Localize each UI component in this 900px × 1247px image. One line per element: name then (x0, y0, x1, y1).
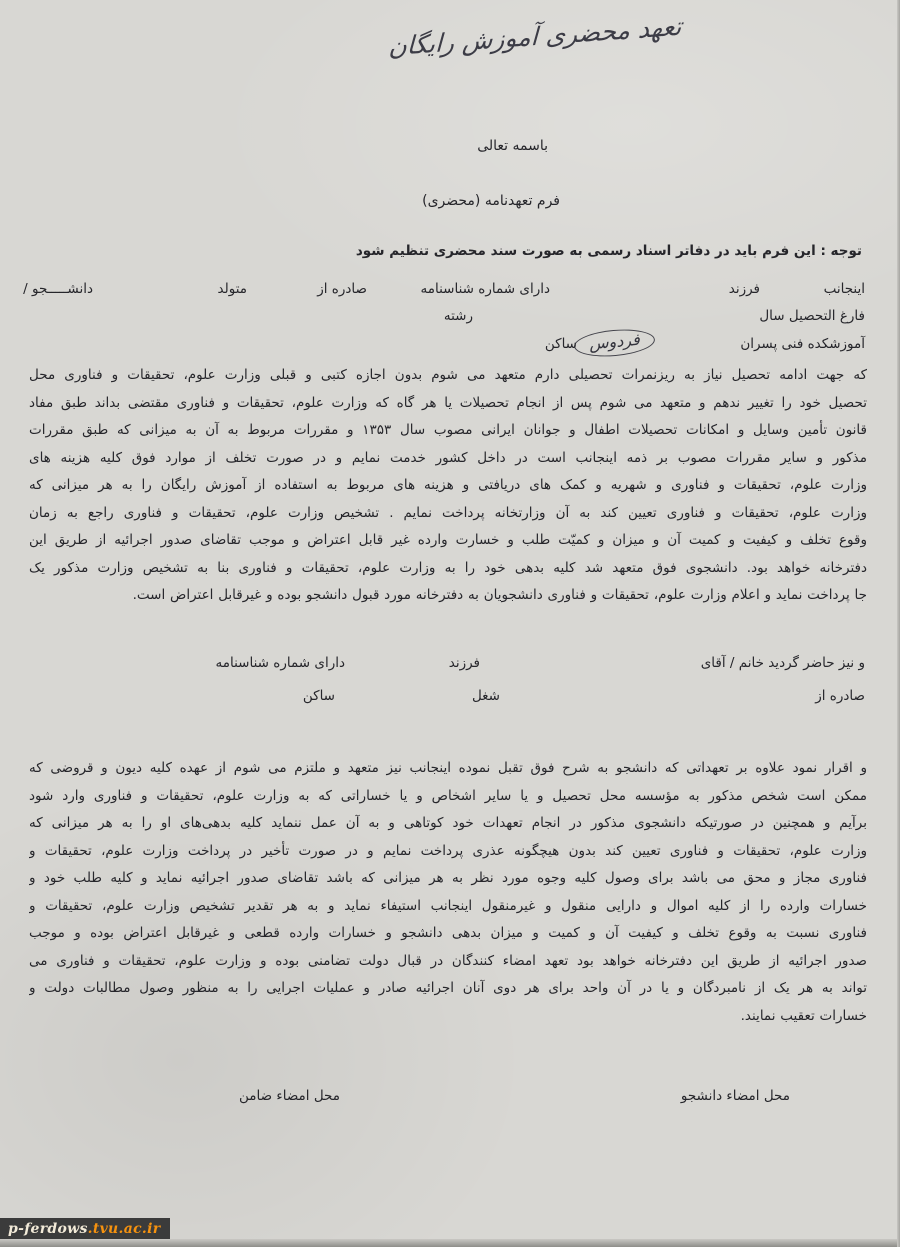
field-label-guarantor-issued-from: صادره از (815, 688, 865, 704)
obligation-line: وزارت علوم، تحقیقات و فناوری تعیین کند به آن وزارتخانه پرداخت نمایم . تشخیص وزارت علوم، تحقیقات و فناوری راجع به زمان (29, 504, 867, 521)
signature-guarantor-label: محل امضاء ضامن (239, 1088, 340, 1104)
obligation-line: فناوری نسبت به وقوع تخلف و کیفیت آن و کمیت و میزان بدهی دانشجو و خسارات وارده قطعی و غیرقابل اعتراض بوده و موجب (29, 925, 867, 941)
obligation-line: دفترخانه خواهد بود. دانشجوی فوق متعهد شد کلیه بدهی خود را به وزارت علوم، تحقیقات و فناوری بنا به تشخیص وزارت مذکور یک (29, 559, 867, 576)
obligation-line: صدور اجرائیه از طریق این دفترخانه خواهد بود تعهد امضاء کنندگان در قبال دولت تضامنی بوده و وزارت علوم، تحقیقات و فناوری می (29, 952, 867, 969)
field-label-issued-from: صادره از (317, 281, 367, 297)
obligation-line: وزارت علوم، تحقیقات و فناوری تعیین کند بدون هیچگونه عذری پرداخت نمایم و در صورت تأخیر در پرداخت وزارت علوم، تحقیقات و (29, 842, 867, 859)
signature-student-label: محل امضاء دانشجو (680, 1088, 790, 1104)
obligation-line: و اقرار نمود علاوه بر تعهداتی که دانشجو به شرح فوق تقبل نموده اینجانب نیز متعهد و ملتزم می شوم از عهده کلیه دیون و قروضی که (29, 760, 867, 776)
obligation-line: وزارت علوم، تحقیقات و فناوری و شهریه و کمک های دریافتی و هزینه های مربوط به استفاده از آموزش رایگان را به هر میزانی که (29, 477, 867, 493)
field-label-guarantor-child-of: فرزند (448, 655, 480, 671)
field-label-child-of: فرزند (728, 281, 760, 297)
obligation-line: خسارات تعقیب نمایند. (740, 1007, 867, 1024)
bismillah-text: باسمه تعالی (477, 138, 548, 154)
obligation-line: که جهت ادامه تحصیل نیاز به ریزنمرات تحصیلی دارم متعهد می شوم بدون اجازه کتبی و قبلی وزارت علوم، تحقیقات و فناوری محل (29, 367, 867, 383)
field-label-graduated-year: فارغ التحصیل سال (759, 308, 865, 324)
obligation-line: ممکن است شخص مذکور به مؤسسه محل تحصیل و یا سایر اشخاص و یا خساراتی که به وزارت علوم، تحقیقات و فناوری وارد شود (29, 787, 867, 804)
obligation-line: تواند به هر یک از نامبردگان و یا در آن واحد برای هر دوی آنان اجرائیه صادر و عملیات اجرایی را به منظور وصول مطالبات دولت و (29, 980, 867, 996)
guarantor-obligation-paragraph (29, 755, 867, 1030)
obligation-line: خسارات وارده را از کلیه اموال و دارایی منقول و غیرمنقول اینجانب استیفاء نماید و به هر تقدیر تشخیص وزارت علوم، تحقیقات و (29, 897, 867, 914)
field-label-id-card: دارای شماره شناسنامه (420, 281, 550, 297)
obligation-line: قانون تأمین وسایل و امکانات تحصیلات اطفال و جوانان ایرانی مصوب سال ۱۳۵۳ و مقررات مربوط به آن به میزانی که طبق مقررات (29, 422, 867, 438)
watermark-domain-main: p-ferdows (8, 1220, 88, 1237)
field-label-college: آموزشکده فنی پسران (740, 336, 865, 352)
field-label-born: متولد (217, 281, 247, 297)
field-label-guarantor-id-card: دارای شماره شناسنامه (215, 655, 345, 671)
field-label-student: دانشـــــجو / (23, 281, 93, 297)
notice-line: توجه : این فرم باید در دفاتر اسناد رسمی به صورت سند محضری تنظیم شود (355, 243, 862, 259)
field-label-also-present: و نیز حاضر گردید خانم / آقای (700, 655, 865, 671)
obligation-line: جا پرداخت نماید و اعلام وزارت علوم، تحقیقات و فناوری دانشجویان به دفترخانه مورد قبول دانشجو بوده و غیرقابل اعتراض است. (132, 587, 867, 603)
scan-bottom-edge (0, 1239, 900, 1247)
field-label-guarantor-job: شغل (471, 688, 500, 704)
field-label-major: رشته (443, 308, 473, 324)
watermark-banner (0, 1218, 170, 1239)
obligation-line: تحصیل خود را تغییر ندهم و متعهد می شوم پس از انجام تحصیلات یا هر گاه که وزارت علوم، تحقیقات و فناوری مقتضی بداند طبق مفاد (29, 394, 867, 411)
handwritten-title: تعهد محضری آموزش رایگان (388, 11, 682, 62)
watermark-domain-suffix: .tvu.ac.ir (87, 1220, 161, 1237)
field-label-guarantor-resident: ساکن (302, 688, 335, 704)
obligation-line: برآیم و همچنین در صورتیکه دانشجوی مذکور در انجام تعهدات خود کوتاهی و به آن عمل ننماید کلیه بدهی‌های او را به هر میزانی که (29, 815, 867, 831)
field-label-undersigned: اینجانب (823, 281, 865, 297)
obligation-line: وقوع تخلف و کیفیت و کمیت آن و میزان و کمیّت طلب و خسارت وارده غیر قابل اعتراض و موجب تقاضای صدور اجرائیه از طریق این (29, 532, 867, 548)
form-title: فرم تعهدنامه (محضری) (422, 193, 560, 209)
field-label-resident: ساکن (544, 336, 577, 352)
handwritten-college-value: فردوس (574, 330, 655, 356)
obligation-line: مذکور و سایر مقررات مصوب بر ذمه اینجانب است در داخل کشور خدمت نمایم و در صورت تخلف از موارد فوق کلیه هزینه های (29, 449, 867, 466)
obligation-line: فناوری مجاز و محق می باشد برای وصول کلیه وجوه مورد نظر به هر میزانی که باشد تقاضای صدور اجرائیه نماید و کلیه طلب خود و (29, 870, 867, 886)
student-obligation-paragraph (29, 362, 867, 610)
